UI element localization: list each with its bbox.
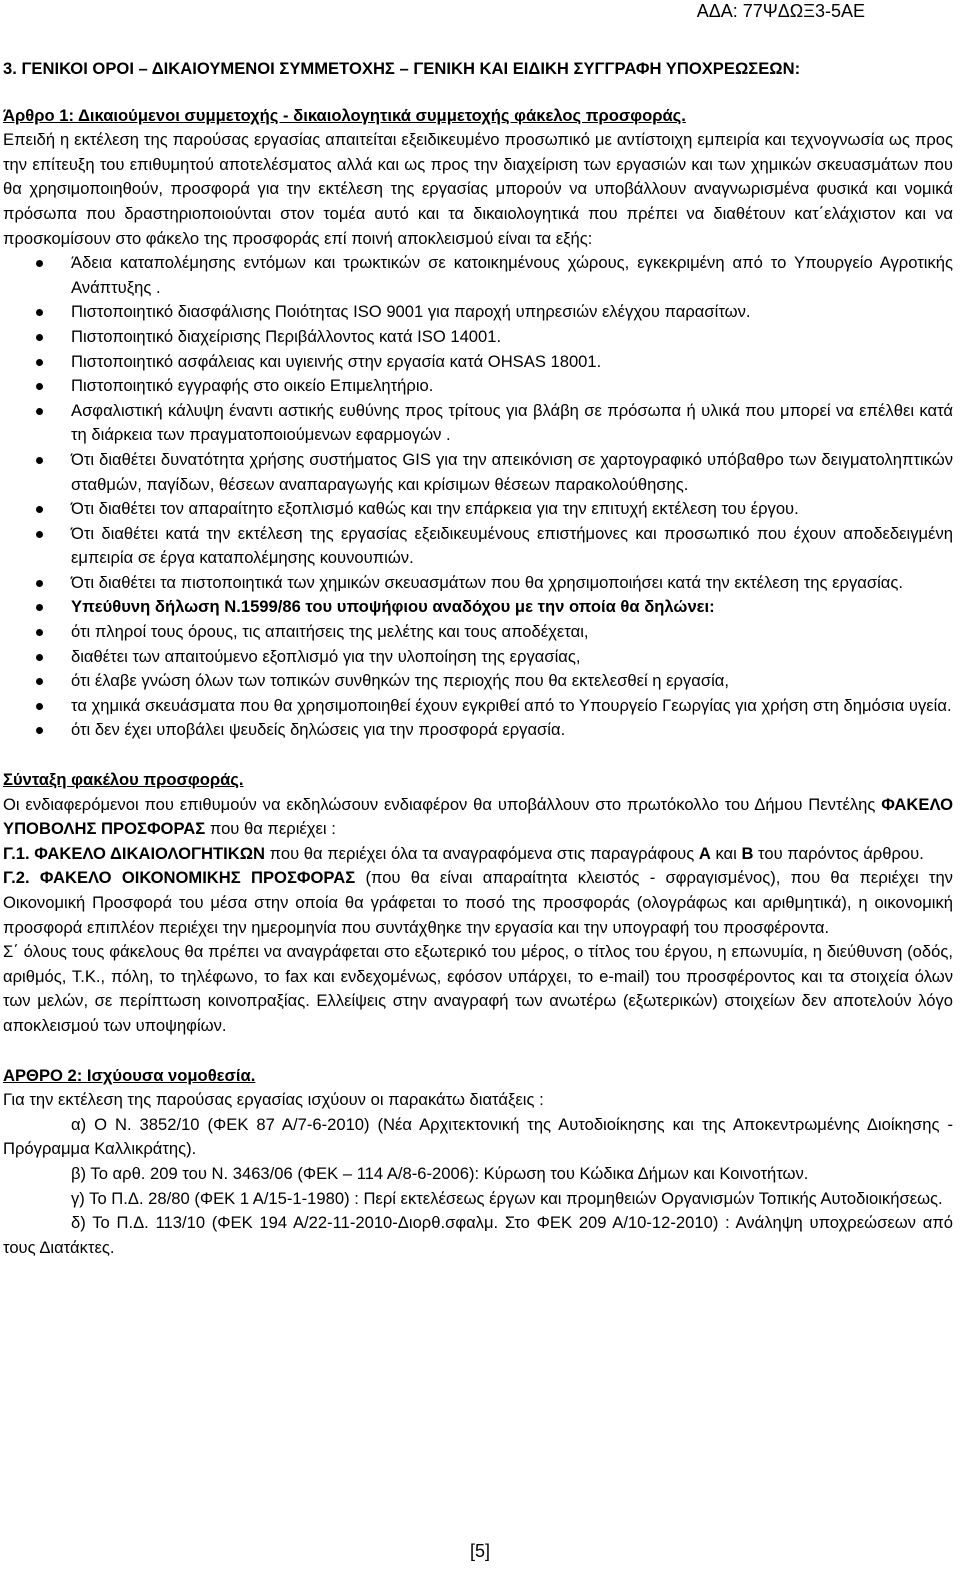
law-item: α) Ο Ν. 3852/10 (ΦΕΚ 87 Α/7-6-2010) (Νέα Αρχιτεκτονική της Αυτοδιοίκησης και της Αποκεντρωμένης Διοίκησης - Πρόγραμμα Καλλικράτης). (3, 1114, 953, 1159)
list-item: Πιστοποιητικό διαχείρισης Περιβάλλοντος κατά ISO 14001. (3, 325, 953, 350)
folder-g2: Γ.2. ΦΑΚΕΛΟ ΟΙΚΟΝΟΜΙΚΗΣ ΠΡΟΣΦΟΡΑΣ (που θα είναι απαραίτητα κλειστός - σφραγισμένος), που θα περιέχει την Οικονομική Προσφορά του μέσα στην οποία θα γράφεται το ποσό της προσφοράς (ολογράφως και αριθμητικά), η οικονομική προσφορά επιπλέον περιέχει την ημερομηνία που συντάχθηκε την εργασία και την υπογραφή του προσφέροντα. (3, 868, 953, 937)
requirements-list (3, 251, 953, 743)
article-1-title: Άρθρο 1: Δικαιούμενοι συμμετοχής - δικαιολογητικά συμμετοχής φάκελος προσφοράς. (3, 105, 686, 125)
list-item: Άδεια καταπολέμησης εντόμων και τρωκτικών σε κατοικημένους χώρους, εγκεκριμένη από το Υπουργείο Αγροτικής Ανάπτυξης . (3, 251, 953, 300)
law-item: β) Το αρθ. 209 του Ν. 3463/06 (ΦΕΚ – 114 Α/8-6-2006): Κύρωση του Κώδικα Δήμων και Κοινοτήτων. (71, 1163, 809, 1183)
list-item: Ασφαλιστική κάλυψη έναντι αστικής ευθύνης προς τρίτους για βλάβη σε πρόσωπα ή υλικά που μπορεί να επέλθει κατά τη διάρκεια των πραγματοποιούμενων εφαρμογών . (3, 399, 953, 448)
list-item: Ότι διαθέτει τα πιστοποιητικά των χημικών σκευασμάτων που θα χρησιμοποιήσει κατά την εκτέλεση της εργασίας. (3, 571, 953, 596)
declaration-heading: Υπεύθυνη δήλωση Ν.1599/86 του υποψήφιου αναδόχου με την οποία θα δηλώνει: (3, 595, 953, 620)
list-item: Ότι διαθέτει κατά την εκτέλεση της εργασίας εξειδικευμένους επιστήμονες και προσωπικό που έχουν αποδεδειγμένη εμπειρία σε έργα καταπολέμησης κουνουπιών. (3, 522, 953, 571)
list-item: Πιστοποιητικό διασφάλισης Ποιότητας ISO 9001 για παροχή υπηρεσιών ελέγχου παρασίτων. (3, 300, 953, 325)
offer-folder-intro: Οι ενδιαφερόμενοι που επιθυμούν να εκδηλώσουν ενδιαφέρον θα υποβάλλουν στο πρωτόκολλο του Δήμου Πεντέλης ΦΑΚΕΛΟ ΥΠΟΒΟΛΗΣ ΠΡΟΣΦΟΡΑΣ που θα περιέχει : (3, 794, 953, 839)
law-item: γ) Το Π.Δ. 28/80 (ΦΕΚ 1 Α/15-1-1980) : Περί εκτελέσεως έργων και προμηθειών Οργανισμών Τοπικής Αυτοδιοικήσεως. (71, 1188, 943, 1208)
list-item: Ότι διαθέτει τον απαραίτητο εξοπλισμό καθώς και την επάρκεια για την επιτυχή εκτέλεση του έργου. (3, 497, 953, 522)
ada-code: ΑΔΑ: 77ΨΔΩΞ3-5ΑΕ (696, 1, 865, 21)
list-item: Πιστοποιητικό ασφάλειας και υγιεινής στην εργασία κατά OHSAS 18001. (3, 350, 953, 375)
folder-labeling-paragraph: Σ΄ όλους τους φάκελους θα πρέπει να αναγράφεται στο εξωτερικό του μέρος, ο τίτλος του έργου, η επωνυμία, η διεύθυνση (οδός, αριθμός, Τ.Κ., πόλη, το τηλέφωνο, το fax και ενδεχομένως, εφόσον υπάρχει, το e-mail) του προσφέροντος και τα στοιχεία όλων των μελών, σε περίπτωση κοινοπραξίας. Ελλείψεις στην αναγραφή των ανωτέρω (εξωτερικών) στοιχείων δεν αποτελούν λόγο αποκλεισμού των υποψηφίων. (3, 942, 953, 1035)
list-item: διαθέτει των απαιτούμενο εξοπλισμό για την υλοποίηση της εργασίας, (3, 645, 953, 670)
article-2-title: ΑΡΘΡΟ 2: Ισχύουσα νομοθεσία. (3, 1065, 256, 1085)
list-item: ότι δεν έχει υποβάλει ψευδείς δηλώσεις για την προσφορά εργασία. (3, 718, 953, 743)
list-item: Ότι διαθέτει δυνατότητα χρήσης συστήματος GIS για την απεικόνιση σε χαρτογραφικό υπόβαθρο των δειγματοληπτικών σταθμών, παγίδων, θέσεων αναπαραγωγής και κρίσιμων θέσεων παρακολούθησης. (3, 448, 953, 497)
article-1-intro: Επειδή η εκτέλεση της παρούσας εργασίας απαιτείται εξειδικευμένο προσωπικό με αντίστοιχη εμπειρία και τεχνογνωσία ως προς την επίτευξη του επιθυμητού αποτελέσματος αλλά και ως προς την διαχείριση των εργασιών και των χημικών σκευασμάτων που θα χρησιμοποιηθούν, προσφορά για την εκτέλεση της εργασίας μπορούν να υποβάλλουν αναγνωρισμένα φυσικά και νομικά πρόσωπα που δραστηριοποιούνται στον τομέα αυτό και τα δικαιολογητικά που πρέπει να διαθέτουν κατ΄ελάχιστον και να προσκομίσουν στο φάκελο της προσφοράς επί ποινή αποκλεισμού είναι τα εξής: (3, 130, 953, 248)
list-item: ότι έλαβε γνώση όλων των τοπικών συνθηκών της περιοχής που θα εκτελεσθεί η εργασία, (3, 669, 953, 694)
article-2-intro: Για την εκτέλεση της παρούσας εργασίας ισχύουν οι παρακάτω διατάξεις : (3, 1090, 544, 1110)
list-item: Πιστοποιητικό εγγραφής στο οικείο Επιμελητήριο. (3, 374, 953, 399)
offer-folder-title: Σύνταξη φακέλου προσφοράς. (3, 770, 244, 790)
section-3-title: 3. ΓΕΝΙΚΟΙ ΟΡΟΙ – ΔΙΚΑΙΟΥΜΕΝΟΙ ΣΥΜΜΕΤΟΧΗΣ – ΓΕΝΙΚΗ ΚΑΙ ΕΙΔΙΚΗ ΣΥΓΓΡΑΦΗ ΥΠΟΧΡΕΩΣΕΩΝ: (3, 59, 801, 78)
law-item: δ) Το Π.Δ. 113/10 (ΦΕΚ 194 Α/22-11-2010-Διορθ.σφαλμ. Στο ΦΕΚ 209 Α/10-12-2010) : Ανάληψη υποχρεώσεων από τους Διατάκτες. (3, 1213, 953, 1257)
list-item: ότι πληροί τους όρους, τις απαιτήσεις της μελέτης και τους αποδέχεται, (3, 620, 953, 645)
list-item: τα χημικά σκευάσματα που θα χρησιμοποιηθεί έχουν εγκριθεί από το Υπουργείο Γεωργίας για χρήση στη δημόσια υγεία. (3, 694, 953, 719)
page-number: [5] (469, 1541, 490, 1561)
folder-g1: Γ.1. ΦΑΚΕΛΟ ΔΙΚΑΙΟΛΟΓΗΤΙΚΩΝ που θα περιέχει όλα τα αναγραφόμενα στις παραγράφους Α και Β του παρόντος άρθρου. (3, 843, 924, 863)
document-body (3, 57, 953, 1260)
